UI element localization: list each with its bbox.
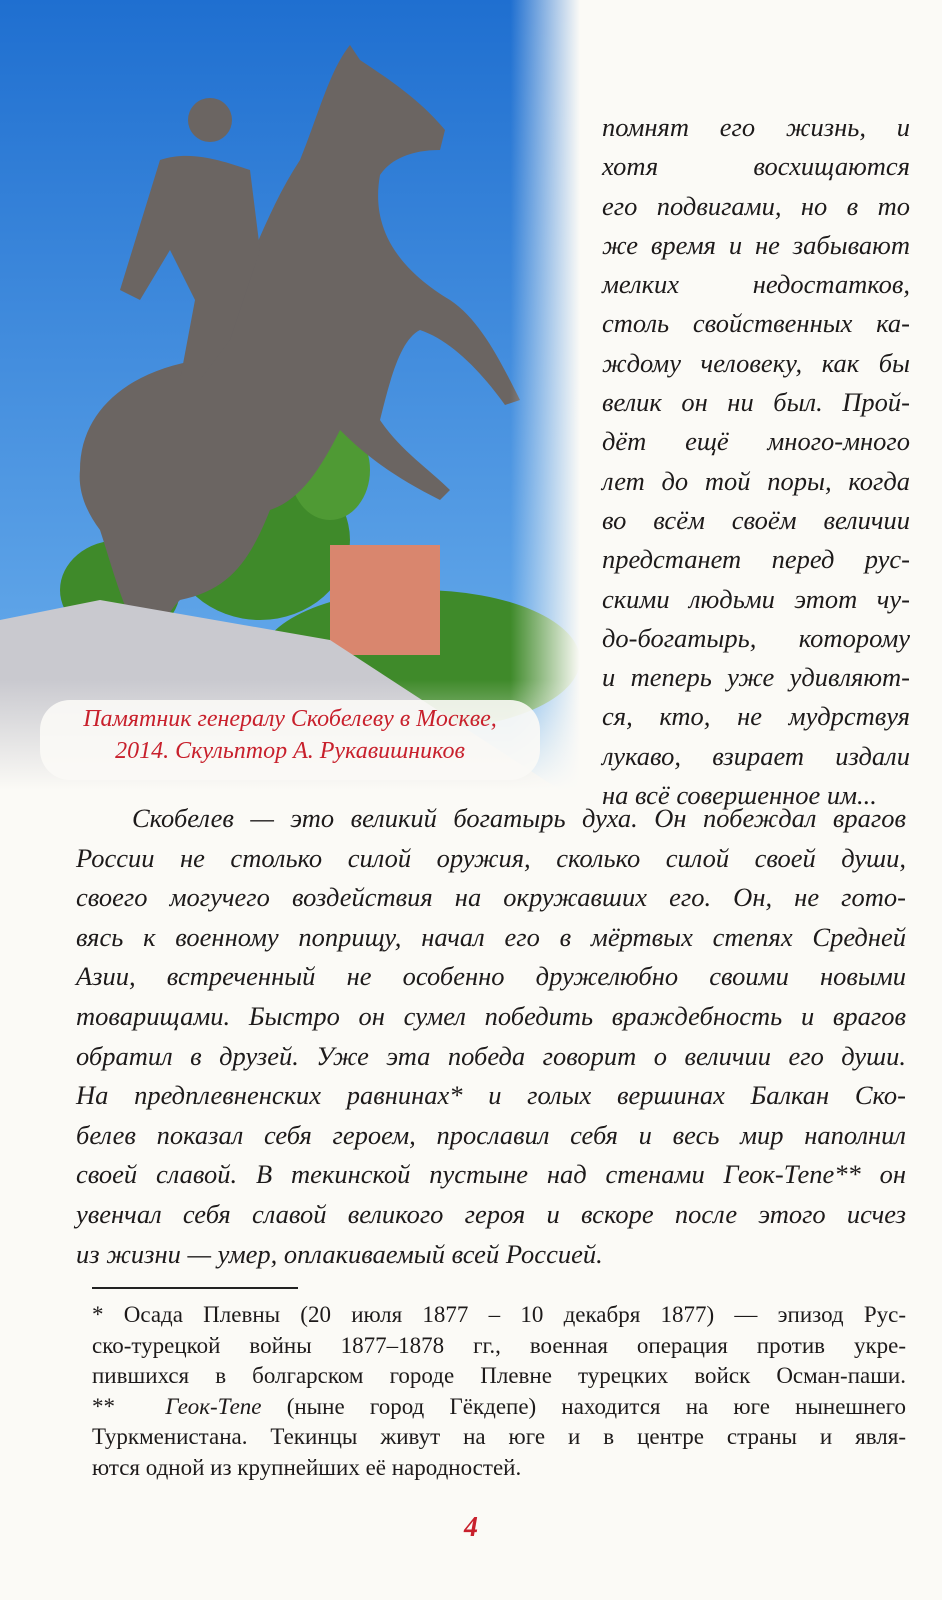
- text-line: мелких недостатков,: [602, 269, 910, 300]
- main-paragraph: [76, 799, 906, 1274]
- text-line: России не столько силой оружия, сколько силой своей души,: [76, 842, 906, 873]
- text-line: из жизни — умер, оплакиваемый всей Россией.: [76, 1238, 603, 1269]
- text-line: На предплевненских равнинах* и голых вершинах Балкан Ско-: [76, 1080, 906, 1111]
- text-line: предстанет перед рус-: [602, 544, 910, 575]
- text-line: до-богатырь, которому: [602, 622, 910, 653]
- caption-line: 2014. Скульптор А. Рукавишников: [115, 738, 465, 764]
- text-line: лукаво, взирает издали: [602, 740, 910, 771]
- skobelev-monument-photo: [0, 0, 580, 790]
- text-line: же время и не забывают: [602, 229, 910, 260]
- footnote-line: пившихся в болгарском городе Плевне турецких войск Осман-паши.: [92, 1363, 906, 1388]
- footnote-line: ско-турецкой войны 1877–1878 гг., военная операция против укре-: [92, 1332, 906, 1358]
- text-line: велик он ни был. Прой-: [602, 387, 910, 418]
- text-line: его подвигами, но в то: [602, 190, 910, 221]
- footnotes: [92, 1300, 906, 1483]
- text-line: Азии, встреченный не особенно дружелюбно своими новыми: [76, 961, 906, 992]
- text-line: ждому человеку, как бы: [602, 347, 910, 378]
- caption-line: Памятник генералу Скобелеву в Москве,: [83, 706, 497, 732]
- text-line: вясь к военному поприщу, начал его в мёртвых степях Средней: [76, 921, 906, 952]
- footnote-term: Геок-Тепе: [165, 1393, 262, 1419]
- text-line: своего могучего воздействия на окружавших его. Он, не гото-: [76, 882, 906, 913]
- footnote-divider: [92, 1287, 298, 1289]
- footnote-line: ются одной из крупнейших её народностей.: [92, 1454, 522, 1480]
- text-line: обратил в друзей. Уже эта победа говорит о величии его души.: [76, 1040, 906, 1071]
- footnote-line: Туркменистана. Текинцы живут на юге и в центре страны и явля-: [92, 1424, 906, 1449]
- footnote-line: * Осада Плевны (20 июля 1877 – 10 декабря 1877) — эпизод Рус-: [92, 1302, 906, 1327]
- text-line: дёт ещё много-много: [602, 426, 910, 457]
- footnote-mark: **: [92, 1393, 115, 1419]
- text-line: товарищами. Быстро он сумел победить враждебность и врагов: [76, 1000, 906, 1031]
- text-line: и теперь уже удивляют-: [602, 662, 910, 693]
- text-line: скими людьми этот чу-: [602, 583, 910, 614]
- text-line: хотя восхищаются: [602, 151, 910, 182]
- text-line: во всём своём величии: [602, 504, 910, 535]
- page-number: 4: [464, 1512, 478, 1543]
- text-line: помнят его жизнь, и: [602, 112, 910, 142]
- text-line: своей славой. В текинской пустыне над стенами Геок-Тепе** он: [76, 1159, 906, 1190]
- footnote-line: [92, 1392, 906, 1423]
- text-line: лет до той поры, когда: [602, 465, 910, 496]
- text-line: Скобелев — это великий богатырь духа. Он побеждал врагов: [132, 803, 906, 833]
- footnote-text: (ныне город Гёкдепе) находится на юге нынешнего: [261, 1393, 907, 1419]
- text-line: столь свойственных ка-: [602, 308, 910, 339]
- text-line: ся, кто, не мудрствуя: [602, 701, 910, 732]
- right-column-text: [602, 108, 910, 815]
- text-line: на всё совершенное им...: [602, 780, 877, 811]
- text-line: белев показал себя героем, прославил себя и весь мир наполнил: [76, 1119, 906, 1150]
- photo-caption: [30, 703, 550, 767]
- text-line: увенчал себя славой великого героя и вскоре после этого исчез: [76, 1198, 906, 1229]
